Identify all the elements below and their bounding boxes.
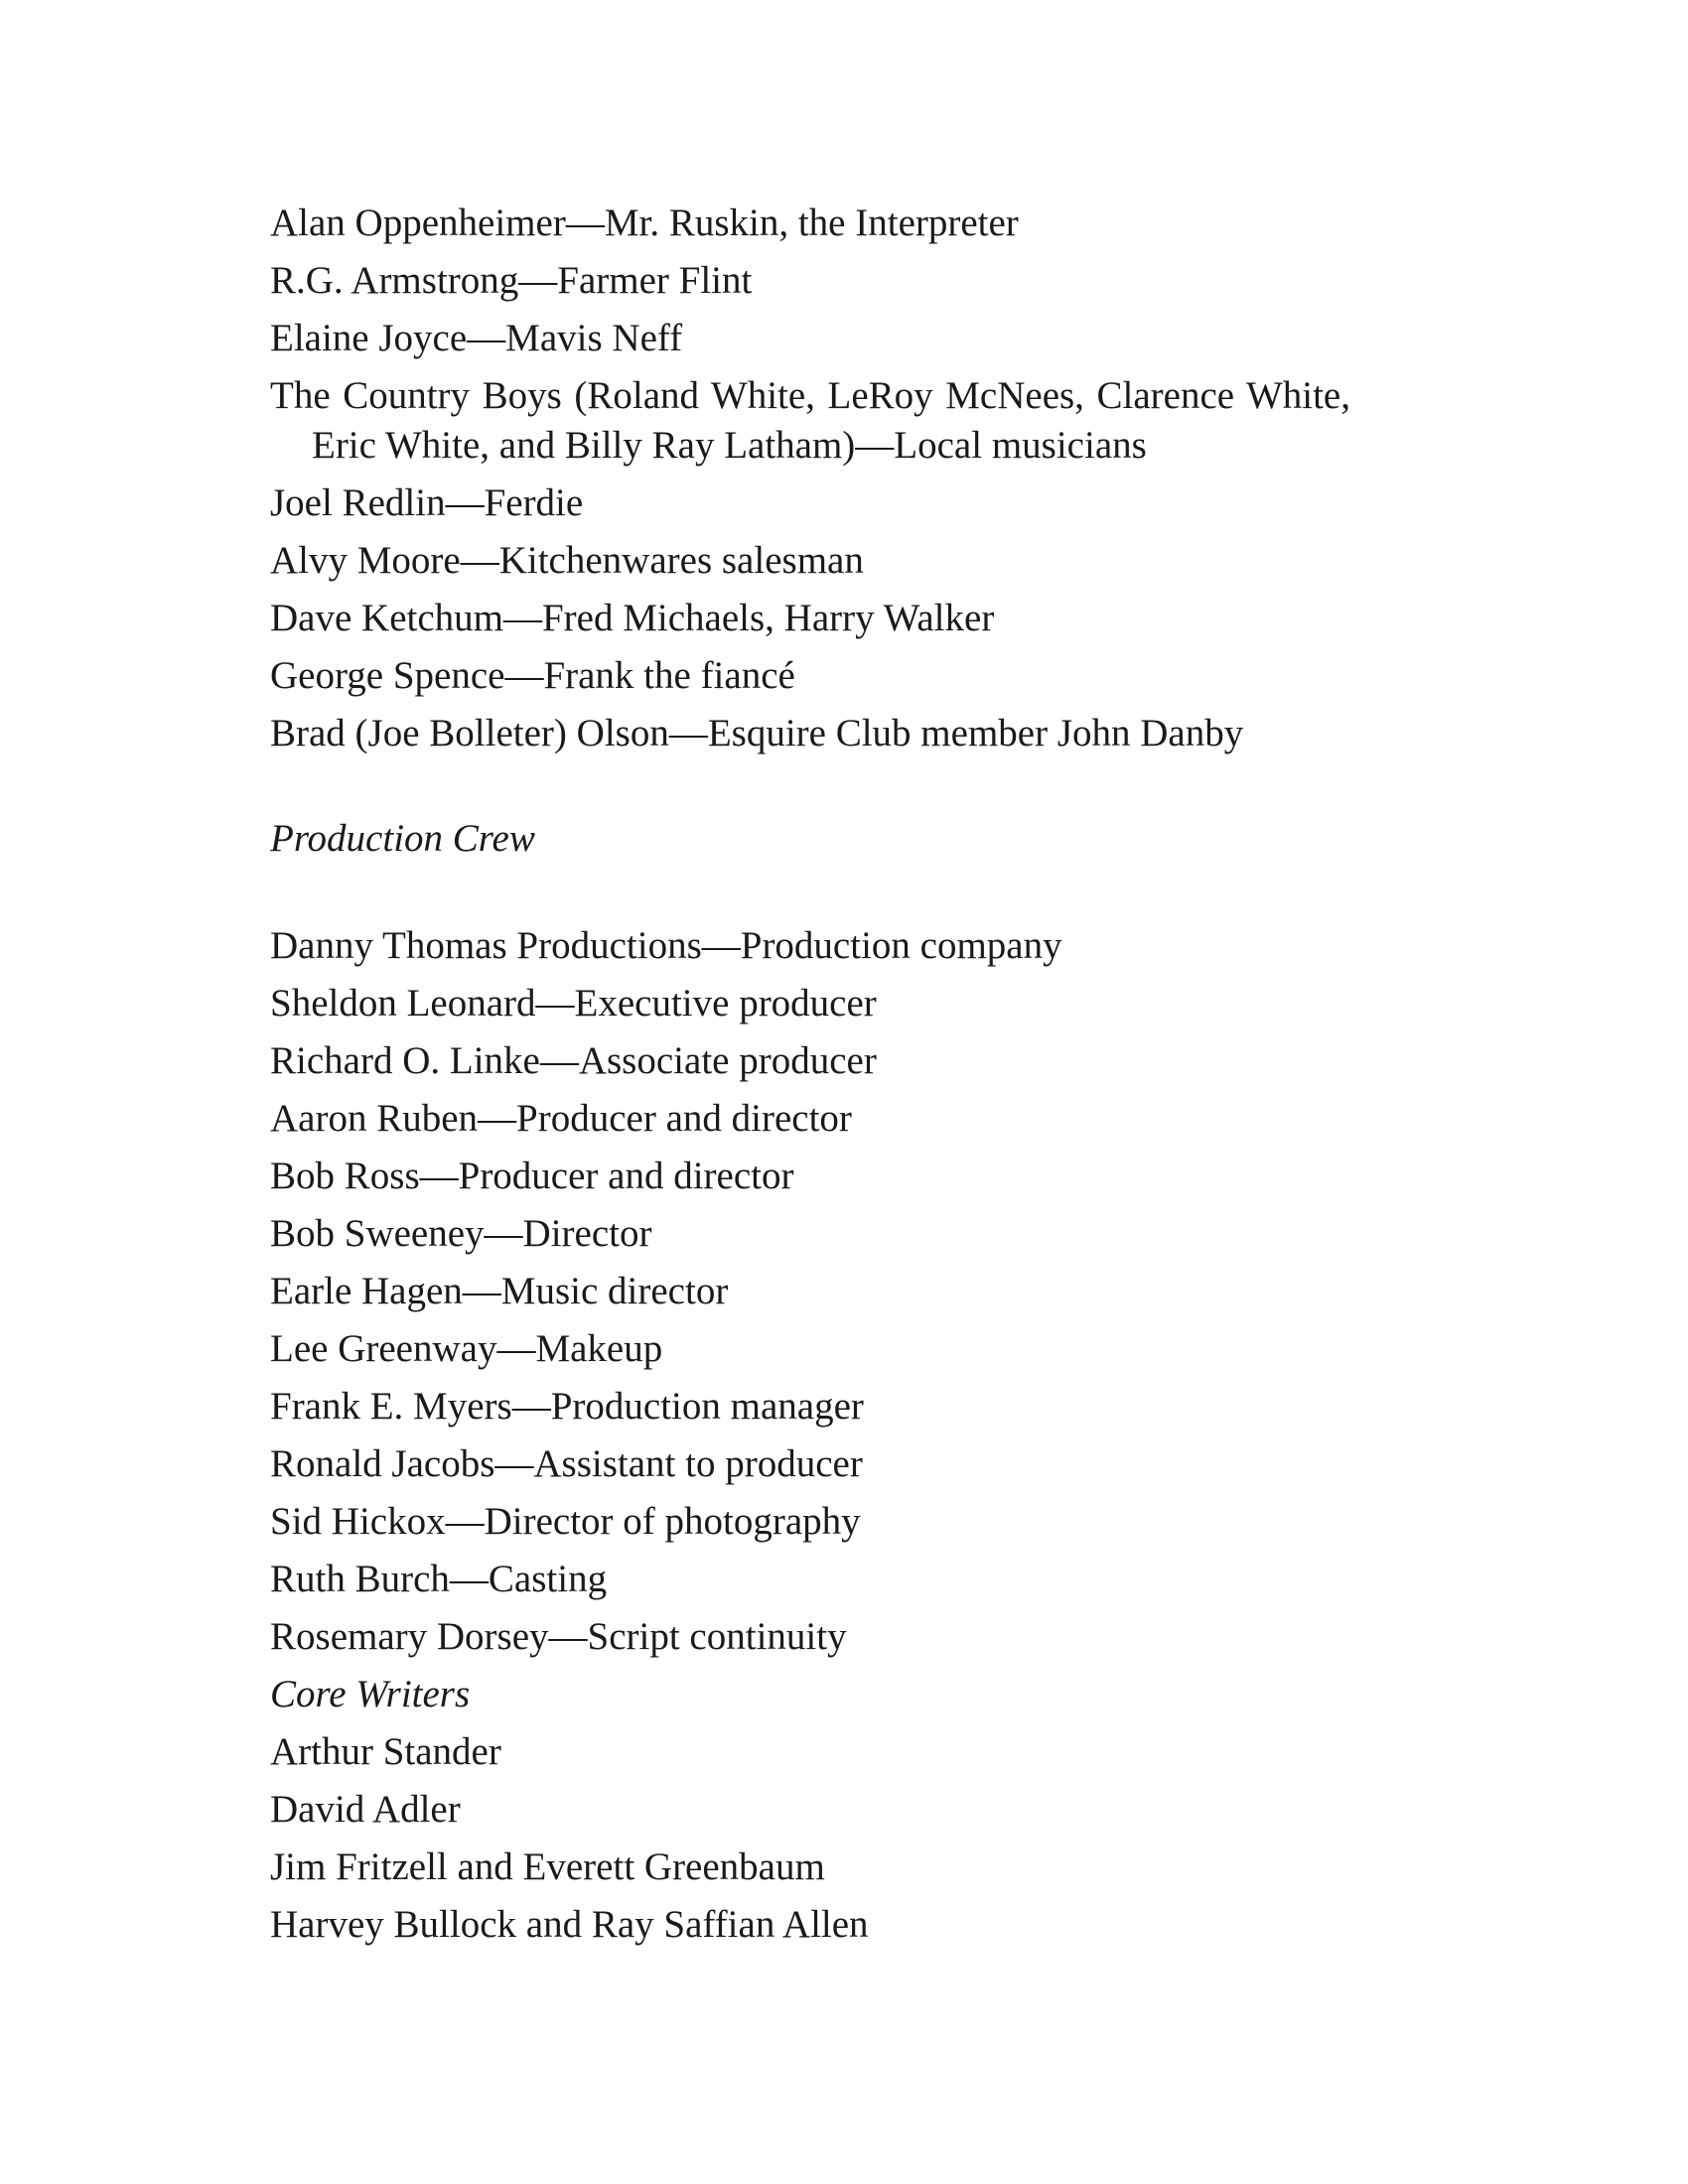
crew-entry: Sid Hickox—Director of photography: [270, 1500, 861, 1543]
cast-entry: Joel Redlin—Ferdie: [270, 481, 584, 524]
crew-list: [270, 921, 1350, 1662]
cast-entry: Alvy Moore—Kitchenwares salesman: [270, 539, 864, 582]
cast-list: [270, 199, 1350, 758]
cast-entry: Alan Oppenheimer—Mr. Ruskin, the Interpreter: [270, 202, 1019, 244]
cast-entry: Elaine Joyce—Mavis Neff: [270, 317, 683, 359]
core-writers-heading: Core Writers: [270, 1673, 471, 1715]
writer-entry: Jim Fritzell and Everett Greenbaum: [270, 1845, 825, 1888]
crew-entry: Richard O. Linke—Associate producer: [270, 1039, 877, 1082]
crew-entry: Lee Greenway—Makeup: [270, 1327, 663, 1370]
crew-entry: Sheldon Leonard—Executive producer: [270, 982, 877, 1024]
cast-entry: George Spence—Frank the fiancé: [270, 654, 795, 697]
crew-entry: Aaron Ruben—Producer and director: [270, 1097, 852, 1140]
production-crew-heading: Production Crew: [270, 817, 535, 860]
crew-entry: Ronald Jacobs—Assistant to producer: [270, 1442, 863, 1485]
page-content: [270, 199, 1350, 1958]
writer-entry: David Adler: [270, 1788, 461, 1831]
crew-entry: Earle Hagen—Music director: [270, 1270, 729, 1312]
crew-entry: Bob Ross—Producer and director: [270, 1155, 794, 1197]
cast-entry: Brad (Joe Bolleter) Olson—Esquire Club member John Danby: [270, 712, 1244, 754]
crew-entry: Frank E. Myers—Production manager: [270, 1385, 864, 1428]
crew-entry: Bob Sweeney—Director: [270, 1212, 652, 1255]
writer-entry: Arthur Stander: [270, 1730, 501, 1773]
crew-entry: Ruth Burch—Casting: [270, 1558, 608, 1600]
crew-entry: Rosemary Dorsey—Script continuity: [270, 1615, 847, 1658]
writers-list: [270, 1727, 1350, 1950]
writer-entry: Harvey Bullock and Ray Saffian Allen: [270, 1903, 869, 1946]
cast-entry: The Country Boys (Roland White, LeRoy McNees, Clarence White, Eric White, and Billy Ray Latham)—Local musicians: [270, 374, 1350, 467]
cast-entry: Dave Ketchum—Fred Michaels, Harry Walker: [270, 597, 995, 639]
crew-entry: Danny Thomas Productions—Production company: [270, 924, 1062, 967]
cast-entry: R.G. Armstrong—Farmer Flint: [270, 259, 753, 302]
